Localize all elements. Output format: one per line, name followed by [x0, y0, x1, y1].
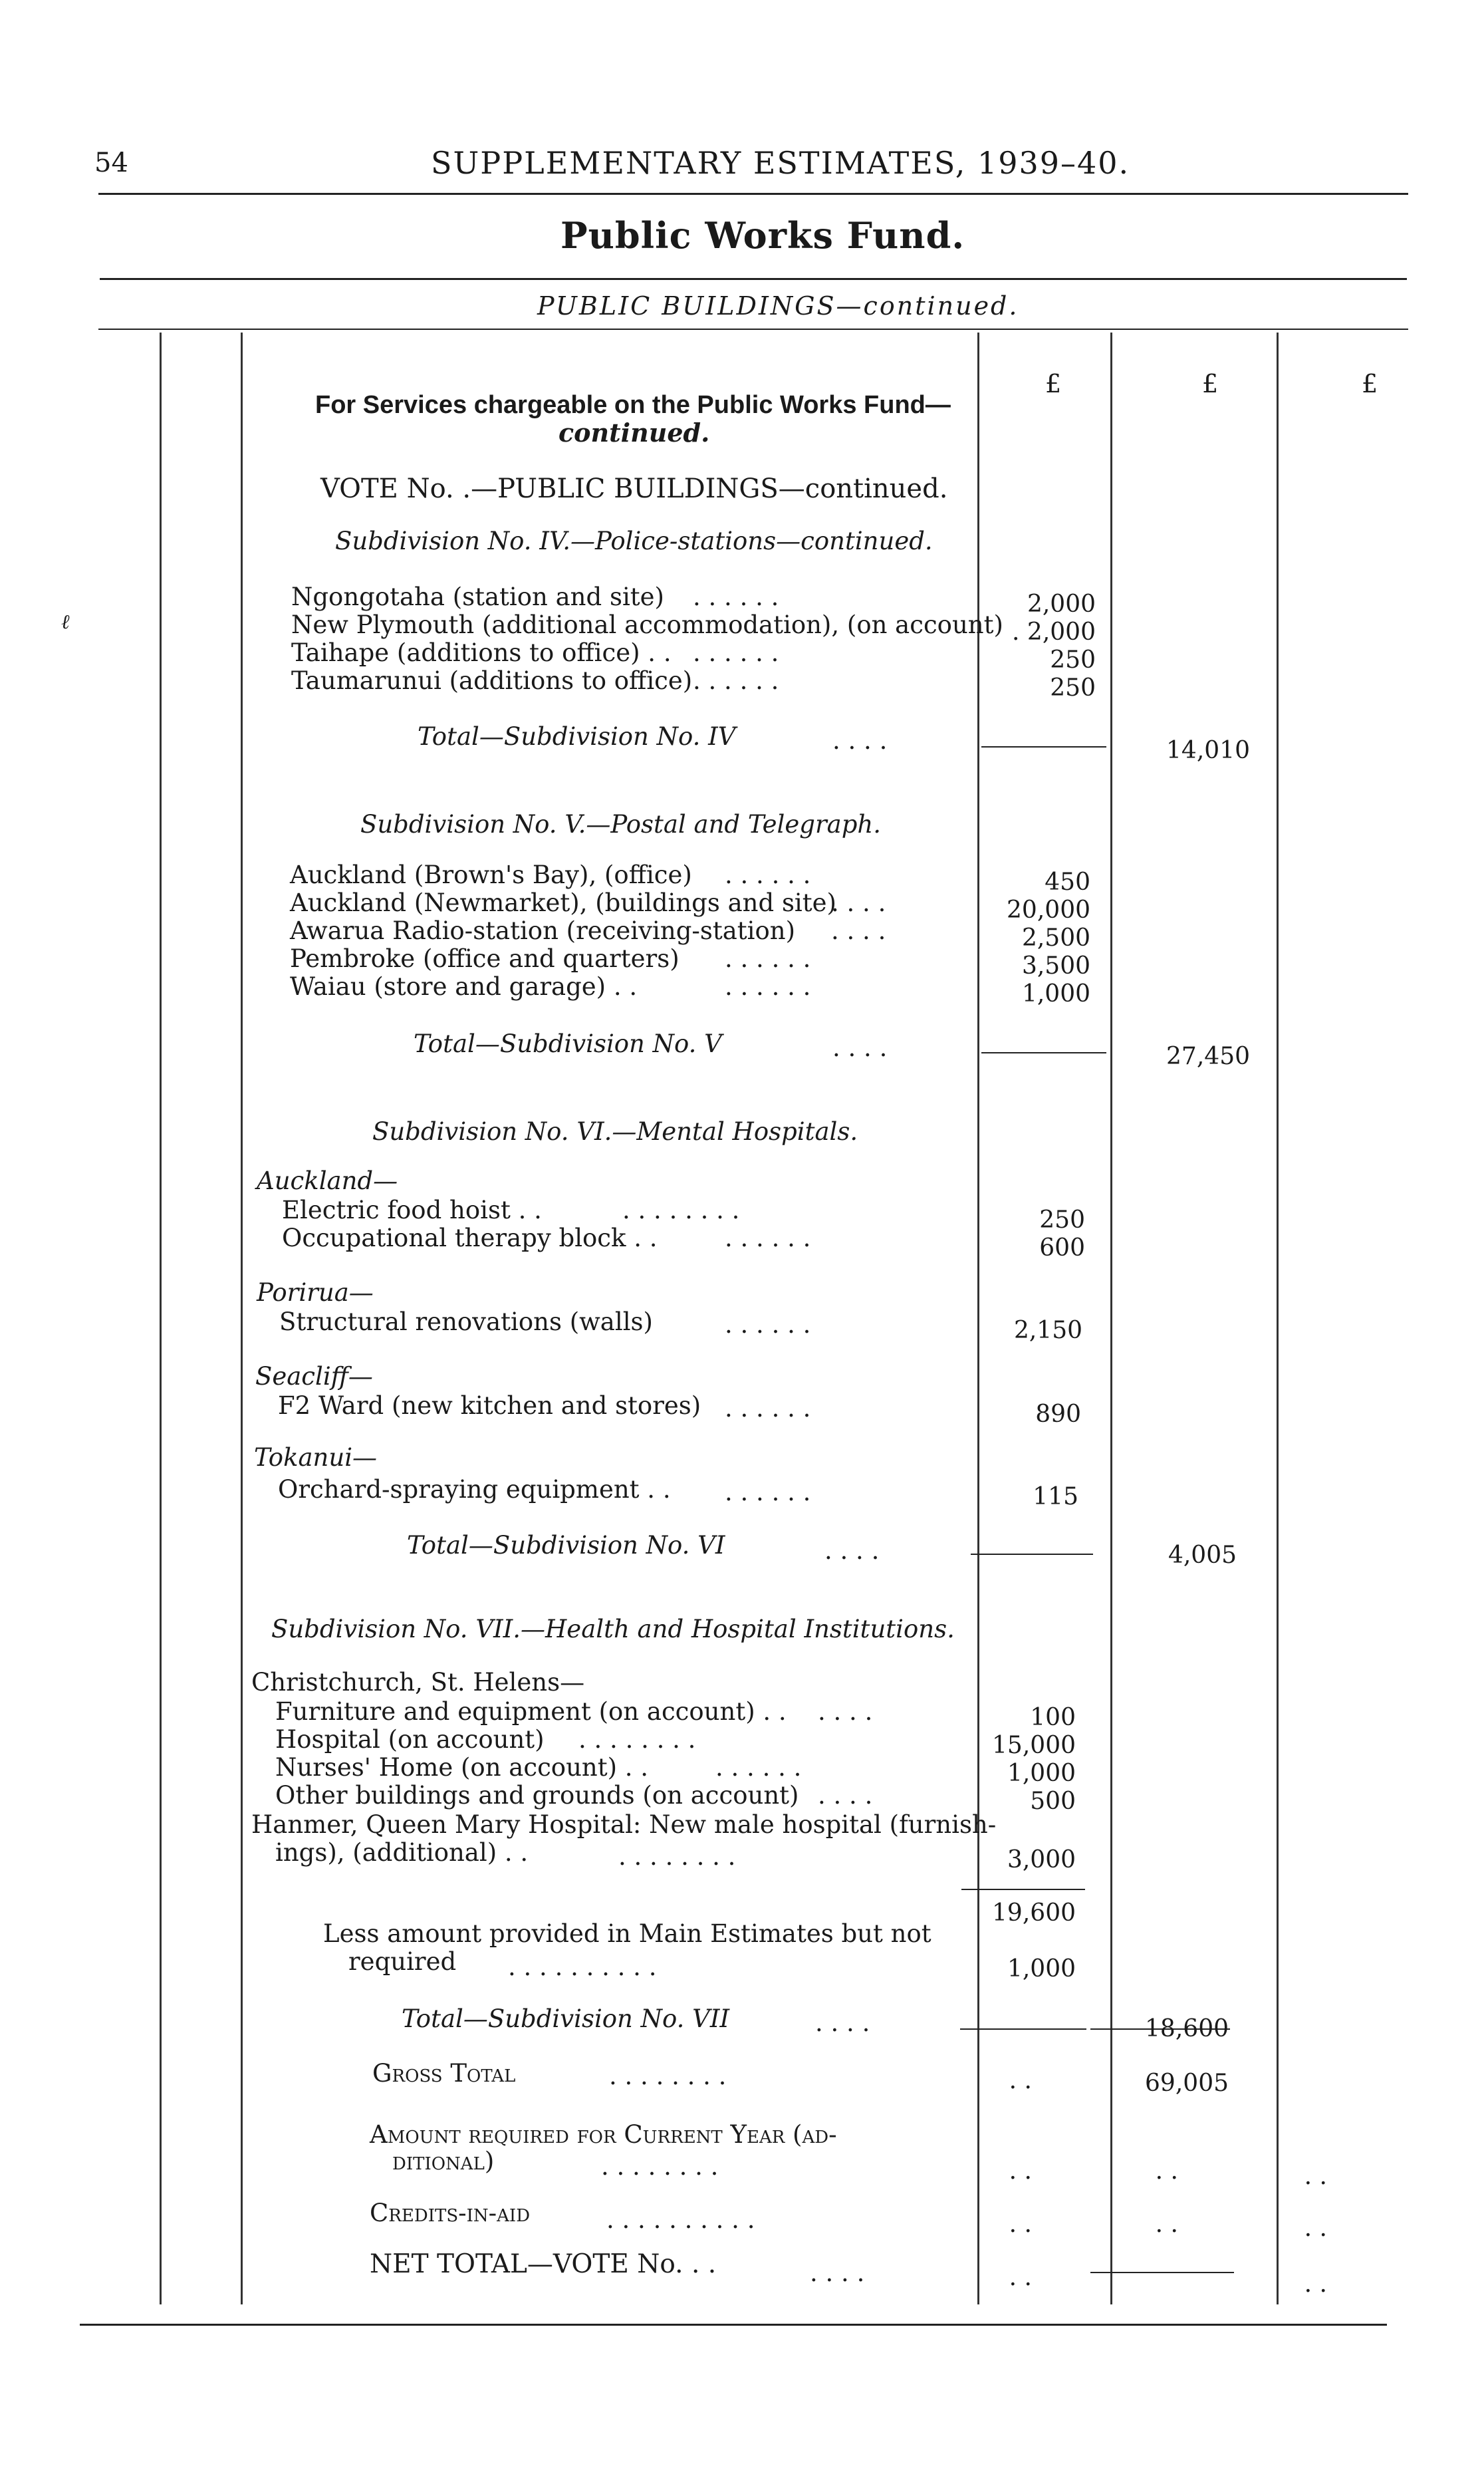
- amount-col3: . .: [1304, 2163, 1327, 2190]
- list-item: Hospital (on account): [275, 1725, 545, 1754]
- list-item: Pembroke (office and quarters): [290, 944, 680, 973]
- running-title: SUPPLEMENTARY ESTIMATES, 1939–40.: [431, 145, 1130, 181]
- amount: 450: [1045, 869, 1090, 896]
- amount-required-label-cont: ditional): [392, 2147, 495, 2175]
- group-heading: Auckland—: [257, 1167, 398, 1195]
- list-item: Awarua Radio-station (receiving-station): [290, 916, 796, 945]
- net-total-label: NET TOTAL—VOTE No. . .: [370, 2249, 717, 2279]
- subdivision-5-total: 27,450: [1166, 1043, 1250, 1070]
- leader-dots: . . . . . .: [725, 972, 811, 1001]
- net-col3: . .: [1304, 2271, 1327, 2298]
- list-item: Orchard-spraying equipment . .: [278, 1475, 671, 1504]
- gross-total: 69,005: [1145, 2070, 1229, 2097]
- list-item: F2 Ward (new kitchen and stores): [278, 1391, 701, 1420]
- list-item-cont: ings), (additional) . .: [275, 1838, 529, 1867]
- leader-dots: . . . . . .: [725, 1394, 811, 1423]
- leader-dots: . . . .: [824, 1536, 880, 1565]
- amount: . 2,000: [1012, 619, 1096, 646]
- net-total-rule: [1090, 2272, 1234, 2273]
- list-item: Auckland (Newmarket), (buildings and site): [290, 889, 836, 917]
- list-item: Ngongotaha (station and site): [291, 583, 664, 611]
- leader-dots: . . . .: [810, 2259, 865, 2287]
- sum-rule: [981, 746, 1106, 748]
- sum-rule: [960, 2028, 1086, 2030]
- col3-currency: £: [1362, 369, 1378, 398]
- group-heading: Porirua—: [257, 1278, 374, 1307]
- group-heading: Tokanui—: [254, 1443, 378, 1472]
- leader-dots: . . . . . . . . . .: [508, 1953, 657, 1981]
- leader-dots: . . . . . . . .: [601, 2152, 719, 2181]
- col1-currency: £: [1045, 369, 1062, 398]
- section-rule: [98, 329, 1408, 330]
- less-label: Less amount provided in Main Estimates but not: [323, 1919, 931, 1948]
- leader-dots: . . . . . . . . . .: [606, 2205, 755, 2234]
- subdivision-4-total: 14,010: [1166, 737, 1250, 764]
- fund-title: Public Works Fund.: [560, 214, 965, 257]
- list-item: Structural renovations (walls): [279, 1308, 653, 1336]
- leader-dots: . . . . . .: [725, 861, 811, 889]
- subtotal: 19,600: [992, 1899, 1076, 1927]
- list-item: Taihape (additions to office) . .: [291, 638, 672, 667]
- amount-col1: . .: [1009, 2157, 1032, 2185]
- amount: 3,500: [1021, 952, 1090, 980]
- list-item: Auckland (Brown's Bay), (office): [290, 861, 692, 889]
- subdivision-5-total-label: Total—Subdivision No. V: [414, 1030, 722, 1058]
- amount: 1,000: [1007, 1760, 1076, 1787]
- amount: 2,000: [1027, 591, 1096, 618]
- subdivision-6-title: Subdivision No. VI.—Mental Hospitals.: [372, 1117, 858, 1146]
- amount: 3,000: [1007, 1846, 1076, 1873]
- col2-currency: £: [1202, 369, 1219, 398]
- subdivision-7-title: Subdivision No. VII.—Health and Hospital Institutions.: [271, 1615, 955, 1643]
- page-number: 54: [94, 148, 128, 178]
- amount: 20,000: [1007, 896, 1090, 924]
- column-rule-left-inner: [241, 333, 243, 2304]
- list-item: Taumarunui (additions to office): [291, 666, 693, 695]
- leader-dots: . . . . . . . .: [578, 1725, 696, 1754]
- group-heading: Seacliff—: [255, 1362, 373, 1391]
- subdivision-7-total-label: Total—Subdivision No. VII: [402, 2004, 730, 2033]
- amount: 250: [1050, 674, 1096, 702]
- amount-col2: . .: [1155, 2157, 1178, 2185]
- amount: 250: [1050, 646, 1096, 674]
- gross-col1: . .: [1009, 2067, 1032, 2094]
- subdivision-4-total-label: Total—Subdivision No. IV: [418, 722, 736, 751]
- header-rule: [98, 193, 1408, 195]
- leader-dots: . . . .: [831, 916, 886, 945]
- less-amount: 1,000: [1007, 1955, 1076, 1983]
- list-item: Hanmer, Queen Mary Hospital: New male hospital (furnish-: [251, 1810, 997, 1839]
- amount: 15,000: [992, 1732, 1076, 1759]
- leader-dots: . . . .: [831, 889, 886, 917]
- leader-dots: . . . . . .: [715, 1753, 802, 1782]
- leader-dots: . . . .: [815, 2008, 870, 2037]
- leader-dots: . . . . . .: [725, 1478, 811, 1506]
- section-title: PUBLIC BUILDINGS—continued.: [537, 291, 1019, 321]
- vote-heading: VOTE No. .—PUBLIC BUILDINGS—continued.: [320, 474, 948, 504]
- fund-rule: [100, 278, 1407, 280]
- leader-dots: . . . .: [818, 1697, 873, 1726]
- list-item: New Plymouth (additional accommodation), (on account): [291, 611, 1003, 639]
- subdivision-7-total: 18,600: [1145, 2015, 1229, 2042]
- leader-dots: . . . . . . . .: [618, 1842, 736, 1871]
- subdivision-5-title: Subdivision No. V.—Postal and Telegraph.: [360, 810, 881, 839]
- leader-dots: . . . . . .: [693, 638, 779, 667]
- footer-rule: [80, 2324, 1387, 2326]
- amount: 2,500: [1021, 924, 1090, 952]
- amount: 600: [1039, 1234, 1085, 1262]
- subdivision-6-total-label: Total—Subdivision No. VI: [407, 1531, 725, 1560]
- amount: 2,150: [1013, 1317, 1082, 1344]
- amount: 890: [1035, 1401, 1081, 1428]
- amount-required-label: Amount required for Current Year (ad-: [370, 2120, 837, 2149]
- amount: 1,000: [1021, 980, 1090, 1008]
- amount: 115: [1033, 1483, 1078, 1510]
- list-item: Electric food hoist . .: [282, 1196, 542, 1224]
- list-item: Nurses' Home (on account) . .: [275, 1753, 649, 1782]
- list-item: Occupational therapy block . .: [282, 1224, 658, 1252]
- leader-dots: . . . . . .: [725, 944, 811, 973]
- less-label-cont: required: [348, 1947, 457, 1976]
- margin-mark: ℓ: [61, 611, 70, 634]
- sum-rule: [971, 1554, 1093, 1555]
- leader-dots: . . . . . . . .: [609, 2062, 727, 2090]
- gross-total-label: Gross Total: [372, 2059, 516, 2088]
- column-rule-3: [1277, 333, 1279, 2304]
- list-item: Other buildings and grounds (on account): [275, 1781, 799, 1810]
- amount: 100: [1030, 1704, 1076, 1731]
- leader-dots: . . . . . .: [693, 666, 779, 695]
- amount: 500: [1030, 1788, 1076, 1815]
- group-heading: Christchurch, St. Helens—: [251, 1668, 585, 1697]
- leader-dots: . . . .: [832, 726, 888, 755]
- leader-dots: . . . .: [818, 1781, 873, 1810]
- subdivision-6-total: 4,005: [1168, 1542, 1237, 1569]
- column-rule-left-outer: [160, 333, 162, 2304]
- services-heading: For Services chargeable on the Public Works Fund—: [315, 391, 951, 419]
- net-col1: . .: [1009, 2264, 1032, 2291]
- list-item: Waiau (store and garage) . .: [290, 972, 638, 1001]
- credits-col2: . .: [1155, 2211, 1178, 2238]
- leader-dots: . . . . . .: [725, 1224, 811, 1252]
- leader-dots: . . . . . .: [693, 583, 779, 611]
- sum-rule: [981, 1052, 1106, 1053]
- credits-col1: . .: [1009, 2211, 1032, 2238]
- list-item: Furniture and equipment (on account) . .: [275, 1697, 787, 1726]
- credits-in-aid-label: Credits-in-aid: [370, 2199, 531, 2227]
- services-heading-cont: continued.: [558, 418, 710, 448]
- credits-col3: . .: [1304, 2215, 1327, 2242]
- sum-rule: [961, 1889, 1085, 1890]
- column-rule-2: [1110, 333, 1112, 2304]
- leader-dots: . . . . . . . .: [622, 1196, 740, 1224]
- amount: 250: [1039, 1206, 1085, 1234]
- subdivision-4-title: Subdivision No. IV.—Police-stations—continued.: [335, 527, 933, 555]
- leader-dots: . . . . . .: [725, 1310, 811, 1339]
- leader-dots: . . . .: [832, 1034, 888, 1062]
